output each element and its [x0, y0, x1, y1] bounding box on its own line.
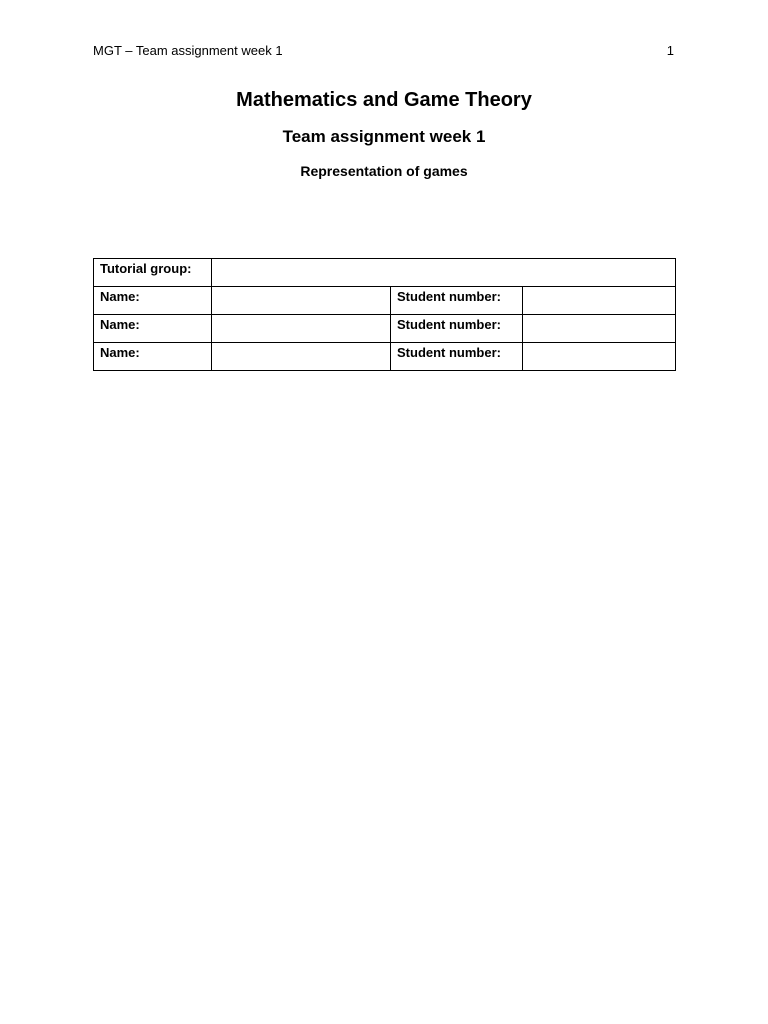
name-field[interactable] — [212, 315, 391, 343]
tutorial-group-label: Tutorial group: — [94, 259, 212, 287]
team-info-table — [93, 258, 676, 371]
name-label: Name: — [94, 343, 212, 371]
document-topic: Representation of games — [300, 163, 468, 179]
student-number-label: Student number: — [391, 287, 523, 315]
student-number-label: Student number: — [391, 315, 523, 343]
table-row — [94, 315, 676, 343]
tutorial-group-field[interactable] — [212, 259, 676, 287]
table-row — [94, 287, 676, 315]
name-label: Name: — [94, 287, 212, 315]
document-title: Mathematics and Game Theory — [236, 89, 532, 111]
table-row-tutorial-group — [94, 259, 676, 287]
name-field[interactable] — [212, 343, 391, 371]
table-row — [94, 343, 676, 371]
running-header-title: MGT – Team assignment week 1 — [93, 43, 283, 58]
document-subtitle: Team assignment week 1 — [282, 127, 486, 146]
student-number-field[interactable] — [523, 315, 676, 343]
name-label: Name: — [94, 315, 212, 343]
page-number: 1 — [666, 43, 674, 58]
student-number-label: Student number: — [391, 343, 523, 371]
name-field[interactable] — [212, 287, 391, 315]
student-number-field[interactable] — [523, 287, 676, 315]
student-number-field[interactable] — [523, 343, 676, 371]
